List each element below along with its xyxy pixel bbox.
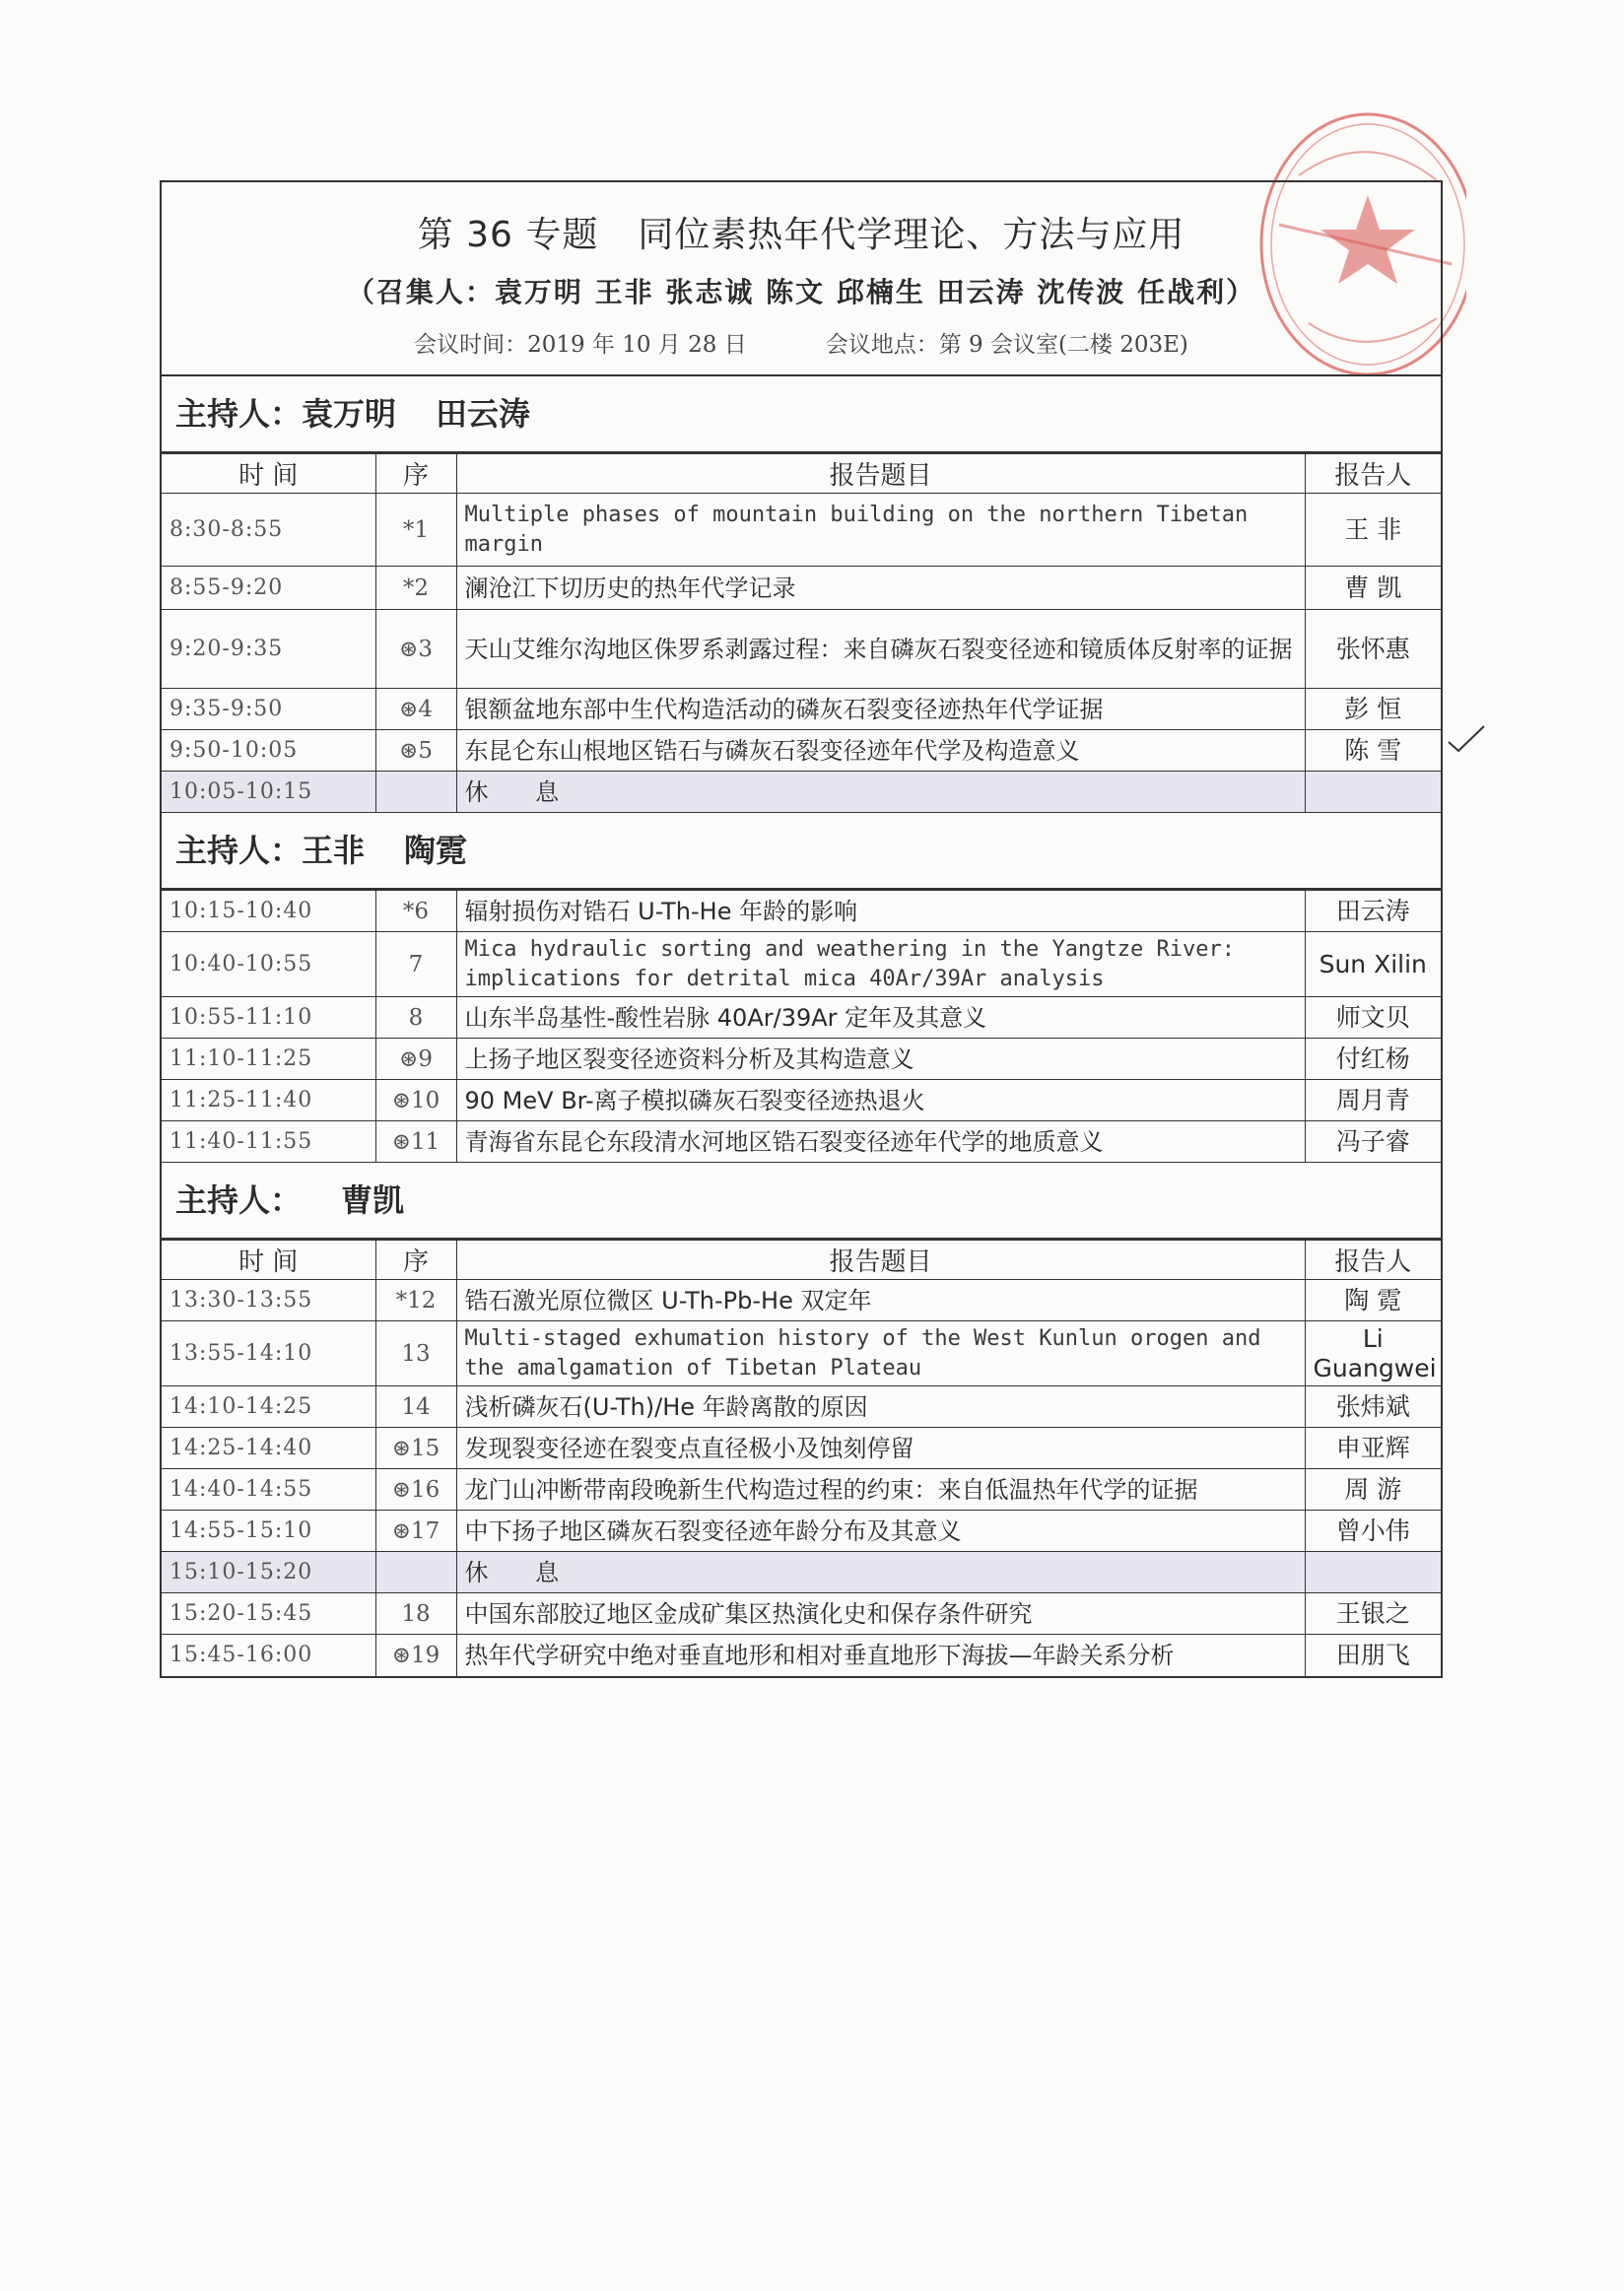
time-cell: 11:40-11:55	[162, 1121, 375, 1163]
time-cell: 13:30-13:55	[162, 1280, 375, 1321]
reporter-cell: 王 非	[1305, 494, 1441, 567]
host-name: 王非	[302, 832, 366, 869]
session2-host	[162, 813, 1441, 890]
time-cell: 14:10-14:25	[162, 1386, 375, 1428]
number-cell: ⊛9	[375, 1039, 456, 1080]
time-cell: 8:30-8:55	[162, 494, 375, 567]
host-name: 袁万明	[302, 395, 397, 433]
reporter-cell: 彭 恒	[1305, 689, 1441, 730]
title-cell: 中国东部胶辽地区金成矿集区热演化史和保存条件研究	[456, 1593, 1305, 1635]
number-cell: ⊛19	[375, 1635, 456, 1676]
title-cell: 东昆仑东山根地区锆石与磷灰石裂变径迹年代学及构造意义	[456, 730, 1305, 772]
title-cell: 发现裂变径迹在裂变点直径极小及蚀刻停留	[456, 1428, 1305, 1469]
title-cell: Multiple phases of mountain building on the northern Tibetan margin	[456, 494, 1305, 567]
number-cell: 7	[375, 932, 456, 997]
number-cell: ⊛17	[375, 1511, 456, 1552]
number-cell: 18	[375, 1593, 456, 1635]
conveners: （召集人：袁万明 王非 张志诚 陈文 邱楠生 田云涛 沈传波 任战利）	[346, 276, 1256, 308]
meeting-date: 会议时间：2019 年 10 月 28 日	[414, 332, 747, 358]
reporter-cell: Li Guangwei	[1305, 1321, 1441, 1386]
title-cell: 山东半岛基性-酸性岩脉 40Ar/39Ar 定年及其意义	[456, 997, 1305, 1039]
reporter-cell: 申亚辉	[1305, 1428, 1441, 1469]
table-row	[162, 567, 1441, 610]
number-cell: ⊛16	[375, 1469, 456, 1511]
reporter-cell: 周 游	[1305, 1469, 1441, 1511]
time-cell: 9:20-9:35	[162, 610, 375, 689]
table-row	[162, 1635, 1441, 1676]
reporter-cell: 田云涛	[1305, 891, 1441, 932]
title-cell: Multi-staged exhumation history of the West Kunlun orogen and the amalgamation of Tibetan Plateau	[456, 1321, 1305, 1386]
col-header-no: 序	[375, 454, 456, 494]
session1-host	[162, 376, 1441, 453]
title-block	[162, 182, 1441, 376]
table-row	[162, 1469, 1441, 1511]
table-row	[162, 1593, 1441, 1635]
session3-table	[162, 1240, 1441, 1676]
col-header-reporter: 报告人	[1305, 1241, 1441, 1280]
title-cell: 中下扬子地区磷灰石裂变径迹年龄分布及其意义	[456, 1511, 1305, 1552]
table-row	[162, 689, 1441, 730]
host-name: 田云涛	[436, 395, 531, 433]
number-cell	[375, 772, 456, 813]
number-cell: ⊛10	[375, 1080, 456, 1121]
page-title	[162, 212, 1441, 259]
time-cell: 14:40-14:55	[162, 1469, 375, 1511]
reporter-cell: 冯子睿	[1305, 1121, 1441, 1163]
number-cell: *1	[375, 494, 456, 567]
table-row	[162, 610, 1441, 689]
col-header-time: 时 间	[162, 1241, 375, 1280]
time-cell: 11:25-11:40	[162, 1080, 375, 1121]
number-cell: ⊛15	[375, 1428, 456, 1469]
topic-number: 第 36 专题	[417, 215, 599, 255]
title-cell: 青海省东昆仑东段清水河地区锆石裂变径迹年代学的地质意义	[456, 1121, 1305, 1163]
meeting-location: 会议地点：第 9 会议室(二楼 203E)	[825, 332, 1188, 358]
reporter-cell: 田朋飞	[1305, 1635, 1441, 1676]
host-label: 主持人：	[175, 832, 303, 869]
table-header-row	[162, 454, 1441, 494]
host-label: 主持人：	[175, 1181, 303, 1219]
break-row	[162, 772, 1441, 813]
number-cell: ⊛4	[375, 689, 456, 730]
reporter-cell: 陈 雪	[1305, 730, 1441, 772]
host-label: 主持人：	[175, 395, 303, 433]
time-cell: 15:45-16:00	[162, 1635, 375, 1676]
title-cell: 浅析磷灰石(U-Th)/He 年龄离散的原因	[456, 1386, 1305, 1428]
time-cell: 10:15-10:40	[162, 891, 375, 932]
number-cell: *2	[375, 567, 456, 610]
time-cell: 9:35-9:50	[162, 689, 375, 730]
time-cell: 11:10-11:25	[162, 1039, 375, 1080]
col-header-reporter: 报告人	[1305, 454, 1441, 494]
number-cell: 8	[375, 997, 456, 1039]
time-cell: 14:25-14:40	[162, 1428, 375, 1469]
title-cell: Mica hydraulic sorting and weathering in the Yangtze River: implications for detrital mica 40Ar/39Ar analysis	[456, 932, 1305, 997]
reporter-cell: 王银之	[1305, 1593, 1441, 1635]
reporter-cell	[1305, 1552, 1441, 1593]
session1-table	[162, 453, 1441, 813]
title-cell: 90 MeV Br-离子模拟磷灰石裂变径迹热退火	[456, 1080, 1305, 1121]
reporter-cell: 曹 凯	[1305, 567, 1441, 610]
table-row	[162, 997, 1441, 1039]
title-cell: 上扬子地区裂变径迹资料分析及其构造意义	[456, 1039, 1305, 1080]
reporter-cell: 陶 霓	[1305, 1280, 1441, 1321]
table-row	[162, 1280, 1441, 1321]
check-mark	[1447, 724, 1486, 754]
number-cell: ⊛5	[375, 730, 456, 772]
time-cell: 15:20-15:45	[162, 1593, 375, 1635]
time-cell: 10:05-10:15	[162, 772, 375, 813]
title-cell: 澜沧江下切历史的热年代学记录	[456, 567, 1305, 610]
session2-table	[162, 890, 1441, 1163]
title-cell: 龙门山冲断带南段晚新生代构造过程的约束：来自低温热年代学的证据	[456, 1469, 1305, 1511]
col-header-title: 报告题目	[456, 1241, 1305, 1280]
host-name: 曹凯	[341, 1181, 405, 1219]
table-row	[162, 1386, 1441, 1428]
table-row	[162, 1121, 1441, 1163]
title-cell: 休 息	[456, 772, 1305, 813]
table-row	[162, 494, 1441, 567]
reporter-cell: Sun Xilin	[1305, 932, 1441, 997]
reporter-cell: 付红杨	[1305, 1039, 1441, 1080]
table-row	[162, 1511, 1441, 1552]
time-cell: 13:55-14:10	[162, 1321, 375, 1386]
time-cell: 14:55-15:10	[162, 1511, 375, 1552]
table-row	[162, 932, 1441, 997]
table-row	[162, 1039, 1441, 1080]
number-cell	[375, 1552, 456, 1593]
col-header-no: 序	[375, 1241, 456, 1280]
col-header-time: 时 间	[162, 454, 375, 494]
table-row	[162, 891, 1441, 932]
number-cell: ⊛3	[375, 610, 456, 689]
number-cell: *12	[375, 1280, 456, 1321]
reporter-cell: 师文贝	[1305, 997, 1441, 1039]
table-row	[162, 730, 1441, 772]
time-cell: 8:55-9:20	[162, 567, 375, 610]
time-cell: 10:40-10:55	[162, 932, 375, 997]
table-header-row	[162, 1241, 1441, 1280]
col-header-title: 报告题目	[456, 454, 1305, 494]
reporter-cell: 周月青	[1305, 1080, 1441, 1121]
reporter-cell: 张炜斌	[1305, 1386, 1441, 1428]
time-cell: 9:50-10:05	[162, 730, 375, 772]
title-cell: 锆石激光原位微区 U-Th-Pb-He 双定年	[456, 1280, 1305, 1321]
title-cell: 热年代学研究中绝对垂直地形和相对垂直地形下海拔—年龄关系分析	[456, 1635, 1305, 1676]
title-cell: 休 息	[456, 1552, 1305, 1593]
time-cell: 15:10-15:20	[162, 1552, 375, 1593]
number-cell: 13	[375, 1321, 456, 1386]
topic-title: 同位素热年代学理论、方法与应用	[638, 215, 1185, 255]
reporter-cell: 张怀惠	[1305, 610, 1441, 689]
time-cell: 10:55-11:10	[162, 997, 375, 1039]
number-cell: *6	[375, 891, 456, 932]
program-sheet	[160, 180, 1443, 1678]
number-cell: 14	[375, 1386, 456, 1428]
session3-host	[162, 1163, 1441, 1240]
title-cell: 银额盆地东部中生代构造活动的磷灰石裂变径迹热年代学证据	[456, 689, 1305, 730]
table-row	[162, 1321, 1441, 1386]
meeting-info	[162, 326, 1441, 359]
table-row	[162, 1428, 1441, 1469]
number-cell: ⊛11	[375, 1121, 456, 1163]
host-name: 陶霓	[404, 832, 468, 869]
table-row	[162, 1080, 1441, 1121]
break-row	[162, 1552, 1441, 1593]
title-cell: 辐射损伤对锆石 U-Th-He 年龄的影响	[456, 891, 1305, 932]
reporter-cell	[1305, 772, 1441, 813]
title-cell: 天山艾维尔沟地区侏罗系剥露过程：来自磷灰石裂变径迹和镜质体反射率的证据	[456, 610, 1305, 689]
reporter-cell: 曾小伟	[1305, 1511, 1441, 1552]
